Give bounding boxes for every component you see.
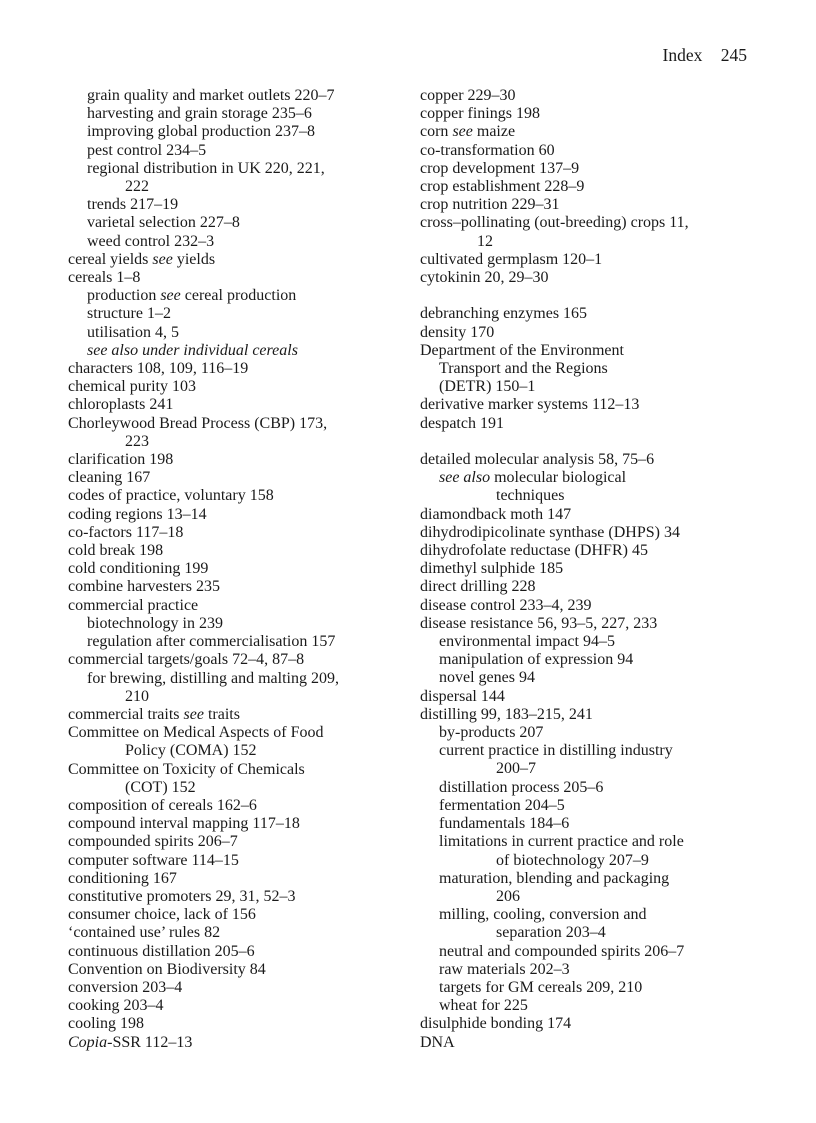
index-entry-continuation [68,178,408,196]
entry-text: current practice in distilling industry [439,742,673,760]
entry-text: environmental impact 94–5 [439,633,615,651]
entry-text: density 170 [420,323,495,341]
index-entry-continuation [420,888,760,906]
entry-text: derivative marker systems 112–13 [420,396,640,414]
entry-text: co-transformation 60 [420,141,555,159]
entry-text: characters 108, 109, 116–19 [68,360,249,378]
entry-text: 206 [496,887,520,905]
index-column-left [68,87,408,1052]
entry-text: cereals 1–8 [68,269,141,287]
entry-text: biotechnology in 239 [87,614,223,632]
entry-text: despatch 191 [420,414,504,432]
index-subentry [68,305,408,323]
group-spacer [420,433,760,451]
entry-text: compound interval mapping 117–18 [68,815,300,833]
entry-text: debranching enzymes 165 [420,305,588,323]
entry-text: cereal production [180,287,297,305]
entry-text: neutral and compounded spirits 206–7 [439,942,685,960]
index-subentry [420,779,760,797]
entry-text: 222 [125,178,149,196]
entry-text: cooling 198 [68,1015,144,1033]
index-entry [68,542,408,560]
index-entry [420,706,760,724]
entry-text: fundamentals 184–6 [439,815,570,833]
entry-text: commercial practice [68,596,199,614]
index-entry [68,251,408,269]
index-entry [420,214,760,232]
entry-text: regulation after commercialisation 157 [87,633,336,651]
entry-text: novel genes 94 [439,669,535,687]
index-subentry [68,324,408,342]
entry-text: (COT) 152 [125,778,196,796]
index-entry [68,1015,408,1033]
entry-text: co-factors 117–18 [68,523,184,541]
entry-text: consumer choice, lack of 156 [68,906,256,924]
entry-text: (DETR) 150–1 [439,378,536,396]
index-subentry [420,979,760,997]
entry-text: combine harvesters 235 [68,578,220,596]
italic-text: see [183,705,204,723]
index-column-right [420,87,760,1052]
index-subentry [420,961,760,979]
index-entry-continuation [420,924,760,942]
entry-text: crop development 137–9 [420,159,580,177]
index-entry [68,451,408,469]
entry-text: utilisation 4, 5 [87,323,179,341]
index-entry [68,360,408,378]
index-subentry [68,87,408,105]
index-entry [420,396,760,414]
italic-text: Copia [68,1033,108,1051]
entry-text: cold conditioning 199 [68,560,209,578]
index-subentry [68,105,408,123]
index-entry [420,123,760,141]
entry-text: DNA [420,1033,455,1051]
entry-text: raw materials 202–3 [439,960,570,978]
index-subentry [68,160,408,178]
index-entry [420,105,760,123]
index-entry [68,706,408,724]
index-subentry [420,943,760,961]
entry-text: corn [420,123,453,141]
entry-text: separation 203–4 [496,924,606,942]
page-number: 245 [720,45,747,65]
index-subentry [68,214,408,232]
entry-text: copper finings 198 [420,105,540,123]
index-subentry [68,633,408,651]
entry-text: direct drilling 228 [420,578,536,596]
entry-text: cold break 198 [68,542,164,560]
index-entry-continuation [420,487,760,505]
index-entry [420,178,760,196]
entry-text: chemical purity 103 [68,378,196,396]
index-subentry [68,233,408,251]
entry-text: 12 [477,232,493,250]
entry-text: milling, cooling, conversion and [439,906,647,924]
entry-text: production [87,287,161,305]
index-subentry [68,615,408,633]
entry-text: improving global production 237–8 [87,123,315,141]
index-entry-continuation [420,233,760,251]
entry-text: by-products 207 [439,724,544,742]
entry-text: Convention on Biodiversity 84 [68,960,266,978]
entry-text: detailed molecular analysis 58, 75–6 [420,451,655,469]
entry-text: distilling 99, 183–215, 241 [420,705,593,723]
index-entry-continuation [68,742,408,760]
index-subentry [68,287,408,305]
index-entry [68,870,408,888]
index-subentry [68,342,408,360]
entry-text: cross–pollinating (out-breeding) crops 11, [420,214,689,232]
entry-text: wheat for 225 [439,997,528,1015]
entry-text: compounded spirits 206–7 [68,833,238,851]
index-entry [68,560,408,578]
index-subentry [420,870,760,888]
entry-text: structure 1–2 [87,305,171,323]
index-subentry [420,669,760,687]
entry-text: disulphide bonding 174 [420,1015,572,1033]
index-subentry [420,815,760,833]
entry-text: disease control 233–4, 239 [420,596,592,614]
index-entry [420,615,760,633]
index-entry [68,597,408,615]
entry-text: cereal yields [68,250,153,268]
entry-text: Committee on Medical Aspects of Food [68,724,324,742]
entry-text: constitutive promoters 29, 31, 52–3 [68,887,296,905]
index-entry [420,324,760,342]
index-entry [68,797,408,815]
running-header [663,44,747,66]
entry-text: harvesting and grain storage 235–6 [87,105,312,123]
index-entry [420,196,760,214]
index-subentry [420,378,760,396]
entry-text: dihydrodipicolinate synthase (DHPS) 34 [420,523,680,541]
index-entry [68,378,408,396]
index-entry [68,269,408,287]
header-title: Index [662,45,703,65]
index-entry [68,396,408,414]
index-subentry [420,797,760,815]
entry-text: codes of practice, voluntary 158 [68,487,274,505]
entry-text: continuous distillation 205–6 [68,942,255,960]
entry-text: commercial traits [68,705,184,723]
index-entry [68,469,408,487]
index-entry [68,924,408,942]
index-entry [68,888,408,906]
index-subentry [420,742,760,760]
entry-text: copper 229–30 [420,87,516,104]
index-entry [420,578,760,596]
entry-text: regional distribution in UK 220, 221, [87,159,325,177]
index-entry [420,269,760,287]
entry-text: crop nutrition 229–31 [420,196,560,214]
index-entry [68,524,408,542]
entry-text: crop establishment 228–9 [420,178,585,196]
index-entry [68,979,408,997]
index-subentry [420,833,760,851]
index-entry [420,688,760,706]
entry-text: disease resistance 56, 93–5, 227, 233 [420,614,658,632]
entry-text: 210 [125,687,149,705]
entry-text: Department of the Environment [420,341,624,359]
index-entry [420,305,760,323]
entry-text: commercial targets/goals 72–4, 87–8 [68,651,305,669]
entry-text: dispersal 144 [420,687,505,705]
index-entry [68,761,408,779]
entry-text: yields [172,250,216,268]
entry-text: cooking 203–4 [68,997,164,1015]
index-entry-continuation [420,852,760,870]
index-subentry [68,670,408,688]
italic-text: see [160,287,181,305]
entry-text: molecular biological [490,469,627,487]
italic-text: see [452,123,473,141]
index-entry [420,160,760,178]
italic-text: see also [439,469,491,487]
entry-text: Transport and the Regions [439,360,608,378]
entry-text: coding regions 13–14 [68,505,207,523]
entry-text: 223 [125,432,149,450]
index-entry [68,906,408,924]
entry-text: weed control 232–3 [87,232,215,250]
index-subentry [420,724,760,742]
entry-text: composition of cereals 162–6 [68,796,257,814]
index-entry [420,1034,760,1052]
index-entry [68,724,408,742]
index-subentry [420,469,760,487]
index-entry [68,1034,408,1052]
entry-text: cultivated germplasm 120–1 [420,250,603,268]
entry-text: clarification 198 [68,451,174,469]
index-entry [68,506,408,524]
index-entry [68,833,408,851]
index-entry [68,815,408,833]
index-entry [68,961,408,979]
entry-text: conditioning 167 [68,869,177,887]
entry-text: chloroplasts 241 [68,396,174,414]
entry-text: Committee on Toxicity of Chemicals [68,760,305,778]
entry-text: maturation, blending and packaging [439,869,670,887]
index-entry-continuation [68,779,408,797]
index-subentry [420,997,760,1015]
entry-text: of biotechnology 207–9 [496,851,649,869]
italic-text: see also under individual cereals [87,341,298,359]
entry-text: dihydrofolate reductase (DHFR) 45 [420,542,648,560]
index-entry [420,597,760,615]
index-entry [420,251,760,269]
group-spacer [420,287,760,305]
entry-text: maize [472,123,516,141]
entry-text: limitations in current practice and role [439,833,684,851]
entry-text: Policy (COMA) 152 [125,742,257,760]
index-subentry [420,651,760,669]
index-entry [68,997,408,1015]
entry-text: traits [203,705,240,723]
entry-text: Chorleywood Bread Process (CBP) 173, [68,414,328,432]
entry-text: 200–7 [496,760,536,778]
index-entry [68,651,408,669]
index-subentry [420,360,760,378]
entry-text: fermentation 204–5 [439,796,565,814]
entry-text: techniques [496,487,565,505]
index-entry [68,943,408,961]
index-entry [68,415,408,433]
entry-text: targets for GM cereals 209, 210 [439,978,643,996]
italic-text: see [152,250,173,268]
entry-text: distillation process 205–6 [439,778,604,796]
index-entry-continuation [68,433,408,451]
index-entry [420,1015,760,1033]
index-entry [68,578,408,596]
entry-text: cytokinin 20, 29–30 [420,269,549,287]
index-entry [420,542,760,560]
entry-text: manipulation of expression 94 [439,651,634,669]
entry-text: dimethyl sulphide 185 [420,560,564,578]
index-entry [68,852,408,870]
index-entry [420,560,760,578]
index-entry [68,487,408,505]
entry-text: ‘contained use’ rules 82 [68,924,221,942]
index-entry [420,142,760,160]
index-subentry [420,906,760,924]
entry-text: computer software 114–15 [68,851,239,869]
index-subentry [68,123,408,141]
entry-text: trends 217–19 [87,196,179,214]
entry-text: for brewing, distilling and malting 209, [87,669,339,687]
entry-text: grain quality and market outlets 220–7 [87,87,335,104]
entry-text: pest control 234–5 [87,141,207,159]
entry-text: diamondback moth 147 [420,505,572,523]
index-entry [420,506,760,524]
index-subentry [68,142,408,160]
index-subentry [68,196,408,214]
index-entry [420,87,760,105]
entry-text: cleaning 167 [68,469,151,487]
index-entry [420,342,760,360]
index-entry [420,524,760,542]
entry-text: varietal selection 227–8 [87,214,240,232]
entry-text: -SSR 112–13 [107,1033,193,1051]
index-entry [420,415,760,433]
index-entry-continuation [420,760,760,778]
index-entry [420,451,760,469]
index-entry-continuation [68,688,408,706]
entry-text: conversion 203–4 [68,978,183,996]
index-subentry [420,633,760,651]
